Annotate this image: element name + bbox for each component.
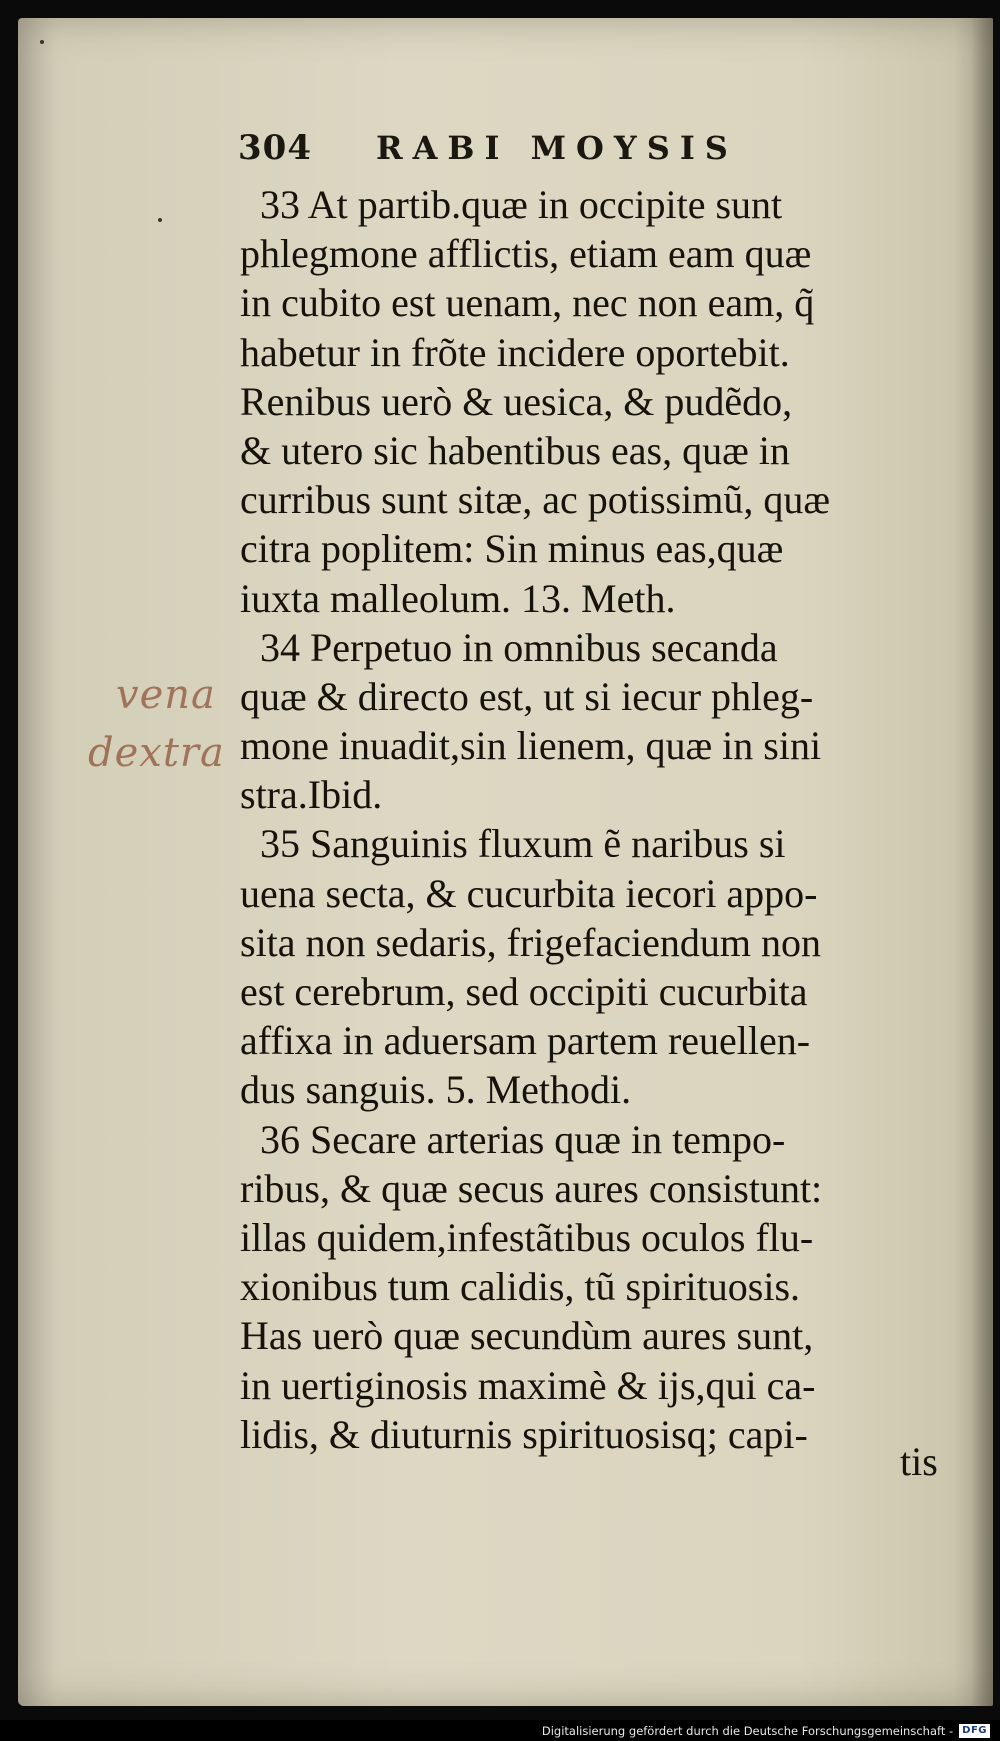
text-line: quæ & directo est, ut si iecur phleg-	[240, 673, 814, 719]
page-number: 304	[238, 128, 312, 168]
text-line: mone inuadit,sin lienem, quæ in sini	[240, 723, 822, 769]
text-line: est cerebrum, sed occipiti cucurbita	[240, 969, 808, 1014]
text-line: illas quidem,infestãtibus oculos flu-	[240, 1214, 814, 1260]
text-line: curribus sunt sitæ, ac potissimũ, quæ	[240, 477, 830, 523]
text-line: citra poplitem: Sin minus eas,quæ	[240, 526, 784, 572]
text-line: 35 Sanguinis fluxum ẽ naribus si	[260, 821, 786, 867]
text-line: in uertiginosis maximè & ijs,qui ca-	[240, 1362, 816, 1408]
text-line: dus sanguis. 5. Methodi.	[240, 1067, 632, 1113]
text-line: 33 At partib.quæ in occipite sunt	[260, 182, 783, 227]
running-title: RABI MOYSIS	[375, 129, 738, 167]
text-line: habetur in frõte incidere oportebit.	[240, 329, 790, 375]
digitization-footer	[0, 1720, 1000, 1741]
ink-speck	[40, 40, 44, 44]
text-line: stra.Ibid.	[240, 772, 383, 818]
text-line: & utero sic habentibus eas, quæ in	[240, 427, 790, 473]
dfg-logo: DFG	[959, 1724, 990, 1738]
text-line: uena secta, & cucurbita iecori appo-	[240, 870, 818, 916]
footer-credit: Digitalisierung gefördert durch die Deutsche Forschungsgemeinschaft -	[541, 1723, 954, 1738]
text-line: sita non sedaris, frigefaciendum non	[240, 919, 821, 965]
text-line: ribus, & quæ secus aures consistunt:	[240, 1165, 823, 1211]
text-line: Renibus uerò & uesica, & pudẽdo,	[240, 378, 793, 424]
text-line: iuxta malleolum. 13. Meth.	[240, 575, 676, 621]
body-text	[240, 180, 940, 1459]
text-line: affixa in aduersam partem reuellen-	[240, 1018, 811, 1064]
text-line: 34 Perpetuo in omnibus secanda	[260, 624, 778, 670]
marginal-note: dextra	[88, 730, 225, 776]
catchword: tis	[900, 1439, 938, 1484]
text-line: lidis, & diuturnis spirituosisq; capi-	[240, 1411, 808, 1457]
text-line: 36 Secare arterias quæ in tempo-	[260, 1116, 786, 1162]
text-line: in cubito est uenam, nec non eam, q̃	[240, 280, 815, 326]
text-line: phlegmone afflictis, etiam eam quæ	[240, 231, 812, 277]
marginal-note: vena	[116, 672, 216, 718]
running-head	[238, 128, 798, 172]
text-line: Has uerò quæ secundùm aures sunt,	[240, 1313, 814, 1359]
text-line: xionibus tum calidis, tũ spirituosis.	[240, 1264, 801, 1310]
ink-speck	[158, 218, 162, 222]
